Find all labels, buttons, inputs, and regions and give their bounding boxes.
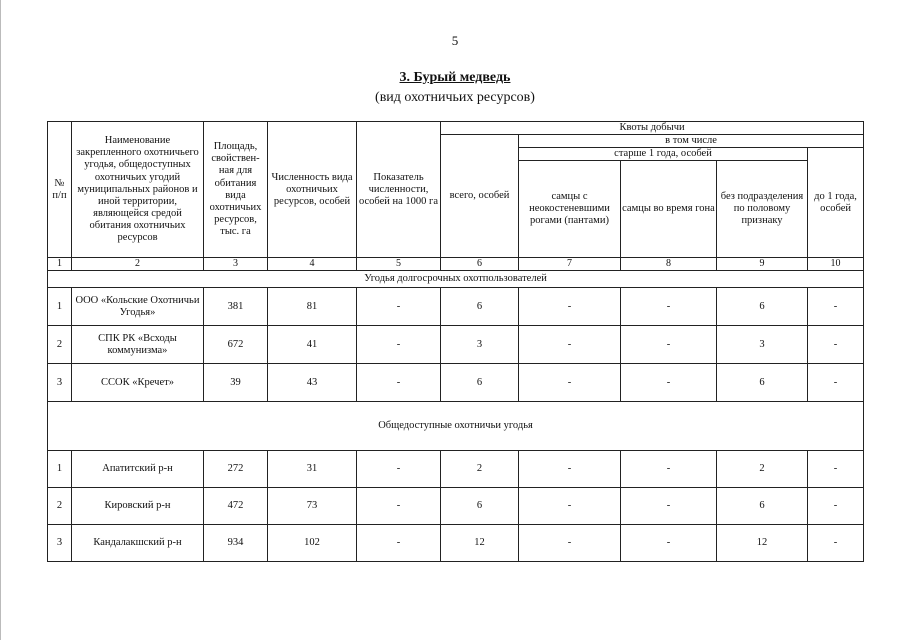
cell-population: 73 xyxy=(268,488,357,525)
cell-no-sex: 12 xyxy=(717,525,808,562)
cell-no-sex: 6 xyxy=(717,364,808,402)
table-row xyxy=(48,451,864,488)
cell-no-sex: 2 xyxy=(717,451,808,488)
cell-density: - xyxy=(357,288,441,326)
cell-num: 2 xyxy=(48,326,72,364)
cell-name: Кандалакшский р-н xyxy=(72,525,204,562)
column-number: 5 xyxy=(357,258,441,271)
cell-males-antlers: - xyxy=(519,525,621,562)
column-number: 7 xyxy=(519,258,621,271)
header-area: Площадь, свойствен-ная для обитания вида охотничьих ресурсов, тыс. га xyxy=(204,122,268,258)
cell-area: 381 xyxy=(204,288,268,326)
cell-males-antlers: - xyxy=(519,364,621,402)
cell-no-sex: 6 xyxy=(717,488,808,525)
page-number: 5 xyxy=(451,33,459,48)
table-row xyxy=(48,326,864,364)
cell-area: 39 xyxy=(204,364,268,402)
cell-area: 472 xyxy=(204,488,268,525)
cell-males-rut: - xyxy=(621,288,717,326)
cell-total: 2 xyxy=(441,451,519,488)
cell-name: ООО «Кольские Охотничьи Угодья» xyxy=(72,288,204,326)
cell-males-antlers: - xyxy=(519,451,621,488)
cell-density: - xyxy=(357,488,441,525)
cell-num: 2 xyxy=(48,488,72,525)
cell-males-antlers: - xyxy=(519,488,621,525)
cell-total: 3 xyxy=(441,326,519,364)
cell-total: 6 xyxy=(441,364,519,402)
cell-area: 934 xyxy=(204,525,268,562)
cell-density: - xyxy=(357,364,441,402)
cell-males-rut: - xyxy=(621,525,717,562)
header-total: всего, особей xyxy=(441,135,519,258)
cell-name: СПК РК «Всходы коммунизма» xyxy=(72,326,204,364)
column-number: 2 xyxy=(72,258,204,271)
section-public: Общедоступные охотничьи угодья xyxy=(48,402,864,451)
cell-num: 3 xyxy=(48,525,72,562)
cell-name: Кировский р-н xyxy=(72,488,204,525)
quota-table xyxy=(47,121,864,562)
cell-area: 272 xyxy=(204,451,268,488)
cell-under-year: - xyxy=(808,288,864,326)
column-number: 8 xyxy=(621,258,717,271)
column-number: 3 xyxy=(204,258,268,271)
cell-under-year: - xyxy=(808,451,864,488)
cell-total: 12 xyxy=(441,525,519,562)
cell-num: 1 xyxy=(48,288,72,326)
cell-males-rut: - xyxy=(621,488,717,525)
table-row xyxy=(48,288,864,326)
cell-no-sex: 6 xyxy=(717,288,808,326)
cell-name: Апатитский р-н xyxy=(72,451,204,488)
cell-population: 81 xyxy=(268,288,357,326)
header-name: Наименование закрепленного охотничьего угодья, общедоступных охотничьих угодий муниципальных районов и иной территории, являющейся средой обитания охотничьих ресурсов xyxy=(72,122,204,258)
section-long-term: Угодья долгосрочных охотпользователей xyxy=(48,271,864,288)
column-number: 1 xyxy=(48,258,72,271)
table-row xyxy=(48,488,864,525)
column-number-row xyxy=(48,258,864,271)
cell-males-rut: - xyxy=(621,451,717,488)
header-population: Численность вида охотничьих ресурсов, особей xyxy=(268,122,357,258)
header-including: в том числе xyxy=(519,135,864,148)
cell-males-rut: - xyxy=(621,326,717,364)
cell-males-rut: - xyxy=(621,364,717,402)
header-older: старше 1 года, особей xyxy=(519,148,808,161)
cell-population: 41 xyxy=(268,326,357,364)
document-title: 3. Бурый медведь xyxy=(399,70,511,85)
cell-total: 6 xyxy=(441,288,519,326)
cell-under-year: - xyxy=(808,488,864,525)
header-no-sex: без подразделения по половому признаку xyxy=(717,161,808,258)
cell-under-year: - xyxy=(808,326,864,364)
cell-name: ССОК «Кречет» xyxy=(72,364,204,402)
header-density: Показатель численности, особей на 1000 га xyxy=(357,122,441,258)
cell-density: - xyxy=(357,326,441,364)
table-row xyxy=(48,525,864,562)
cell-num: 3 xyxy=(48,364,72,402)
cell-density: - xyxy=(357,525,441,562)
cell-population: 102 xyxy=(268,525,357,562)
table-row xyxy=(48,364,864,402)
cell-density: - xyxy=(357,451,441,488)
cell-area: 672 xyxy=(204,326,268,364)
column-number: 6 xyxy=(441,258,519,271)
cell-under-year: - xyxy=(808,364,864,402)
header-num: № п/п xyxy=(48,122,72,258)
column-number: 10 xyxy=(808,258,864,271)
document-subtitle: (вид охотничьих ресурсов) xyxy=(375,90,535,105)
cell-no-sex: 3 xyxy=(717,326,808,364)
cell-total: 6 xyxy=(441,488,519,525)
column-number: 9 xyxy=(717,258,808,271)
cell-population: 43 xyxy=(268,364,357,402)
header-under-year: до 1 года, особей xyxy=(808,148,864,258)
cell-under-year: - xyxy=(808,525,864,562)
header-males-rut: самцы во время гона xyxy=(621,161,717,258)
cell-num: 1 xyxy=(48,451,72,488)
cell-population: 31 xyxy=(268,451,357,488)
cell-males-antlers: - xyxy=(519,326,621,364)
cell-males-antlers: - xyxy=(519,288,621,326)
header-males-antlers: самцы с неокостеневшими рогами (пантами) xyxy=(519,161,621,258)
column-number: 4 xyxy=(268,258,357,271)
header-quotas: Квоты добычи xyxy=(441,122,864,135)
